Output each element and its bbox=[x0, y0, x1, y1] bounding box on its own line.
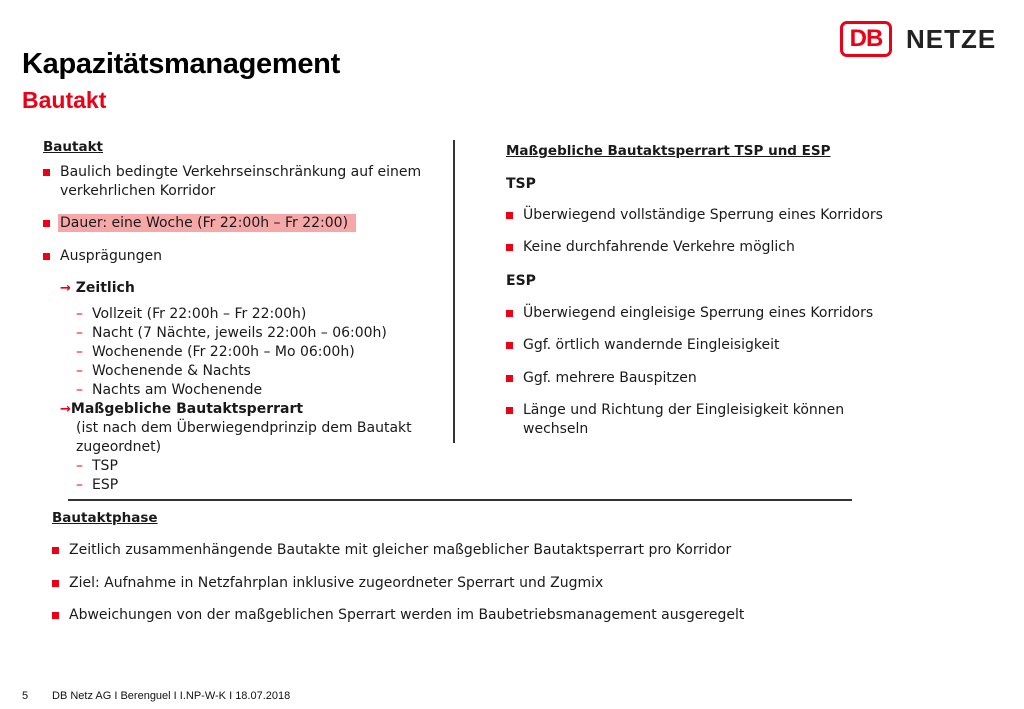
netze-wordmark: NETZE bbox=[906, 23, 997, 54]
esp-bullet: Überwiegend eingleisige Sperrung eines Korridors bbox=[506, 304, 873, 323]
column-divider bbox=[453, 140, 455, 443]
phase-bullet: Abweichungen von der maßgeblichen Sperrart werden im Baubetriebsmanagement ausgeregelt bbox=[52, 606, 744, 625]
db-logo-badge: DB bbox=[840, 21, 892, 57]
dash-icon: – bbox=[76, 363, 83, 379]
list-item: – TSP bbox=[76, 458, 118, 474]
list-item: – Nacht (7 Nächte, jeweils 22:00h – 06:00h) bbox=[76, 325, 387, 341]
esp-bullet: Länge und Richtung der Eingleisigkeit können wechseln bbox=[506, 401, 844, 439]
dash-icon: – bbox=[76, 306, 83, 322]
sperrart-label: →Maßgebliche Bautaktsperrart bbox=[60, 401, 304, 417]
tsp-bullet: Überwiegend vollständige Sperrung eines Korridors bbox=[506, 206, 883, 225]
esp-bullet: Ggf. mehrere Bauspitzen bbox=[506, 369, 697, 388]
dash-icon: – bbox=[76, 477, 83, 493]
list-item: – Wochenende (Fr 22:00h – Mo 06:00h) bbox=[76, 344, 355, 360]
bautakt-bullet-definition bbox=[43, 163, 421, 201]
tsp-bullet: Keine durchfahrende Verkehre möglich bbox=[506, 238, 795, 257]
page-number: 5 bbox=[22, 690, 29, 702]
phase-bullet: Zeitlich zusammenhängende Bautakte mit gleicher maßgeblicher Bautaktsperrart pro Korridor bbox=[52, 541, 731, 560]
zeitlich-label bbox=[60, 279, 135, 298]
esp-bullet: Ggf. örtlich wandernde Eingleisigkeit bbox=[506, 336, 779, 355]
footer-text: DB Netz AG I Berenguel I I.NP-W-K I 18.07.2018 bbox=[52, 690, 291, 702]
dash-icon: – bbox=[76, 325, 83, 341]
zeitlich-list bbox=[76, 305, 387, 400]
esp-label: ESP bbox=[506, 273, 536, 289]
dash-icon: – bbox=[76, 458, 83, 474]
arrow-icon: → bbox=[60, 281, 71, 296]
duration-highlight: Dauer: eine Woche (Fr 22:00h – Fr 22:00) bbox=[58, 214, 356, 232]
bautakt-bullet-duration bbox=[43, 214, 356, 233]
section-divider bbox=[68, 499, 852, 501]
sperrart-note-continued: zugeordnet) bbox=[76, 439, 162, 455]
tsp-label: TSP bbox=[506, 176, 536, 192]
sperrart-heading: Maßgebliche Bautaktsperrart TSP und ESP bbox=[506, 143, 831, 159]
dash-icon: – bbox=[76, 344, 83, 360]
bautaktphase-heading: Bautaktphase bbox=[52, 510, 158, 526]
list-item: – ESP bbox=[76, 477, 119, 493]
page-subtitle: Bautakt bbox=[22, 87, 107, 113]
bullet-text: Ausprägungen bbox=[60, 248, 162, 264]
bullet-text-continued: verkehrlichen Korridor bbox=[60, 183, 216, 199]
list-item: – Wochenende & Nachts bbox=[76, 363, 251, 379]
page-title: Kapazitätsmanagement bbox=[22, 48, 340, 80]
list-item: – Nachts am Wochenende bbox=[76, 382, 263, 398]
sperrart-block bbox=[60, 400, 412, 495]
bautakt-bullet-auspraegungen bbox=[43, 247, 162, 266]
phase-bullet: Ziel: Aufnahme in Netzfahrplan inklusive zugeordneter Sperrart und Zugmix bbox=[52, 574, 603, 593]
arrow-icon: → bbox=[60, 402, 71, 417]
dash-icon: – bbox=[76, 382, 83, 398]
sperrart-note: (ist nach dem Überwiegendprinzip dem Bautakt bbox=[76, 420, 412, 436]
list-item: – Vollzeit (Fr 22:00h – Fr 22:00h) bbox=[76, 306, 307, 322]
bautakt-heading: Bautakt bbox=[43, 139, 104, 155]
bullet-text: Baulich bedingte Verkehrseinschränkung auf einem bbox=[60, 164, 422, 180]
db-netze-logo bbox=[840, 18, 996, 60]
zeitlich-text: Zeitlich bbox=[75, 280, 135, 296]
